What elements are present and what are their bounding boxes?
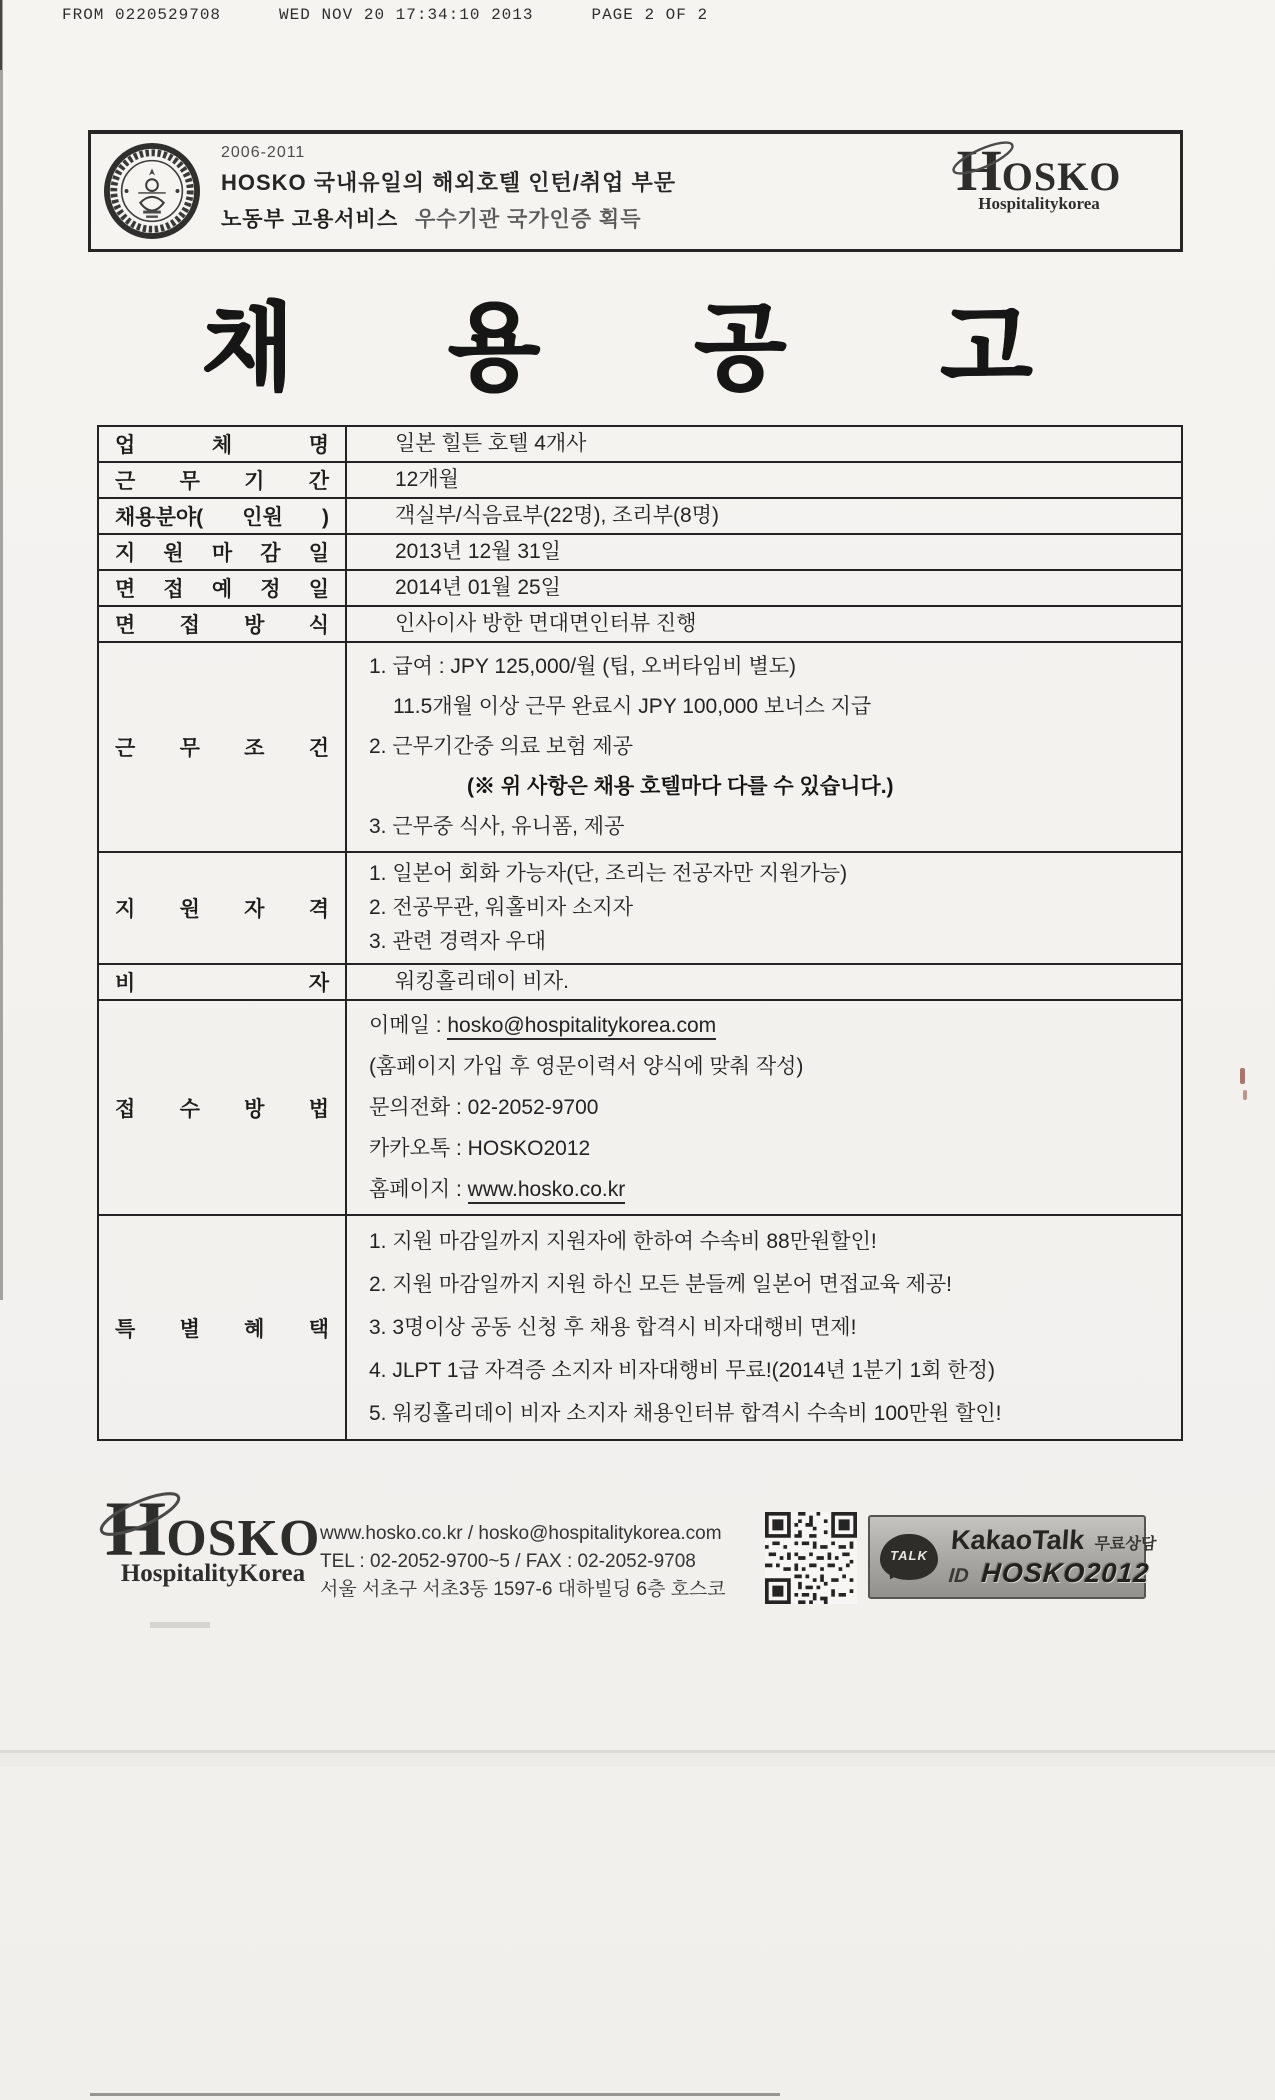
kakaotalk-id-label: ID	[947, 1565, 970, 1587]
application-homepage-line	[347, 1169, 1181, 1210]
application-line-2: (홈페이지 가입 후 영문이력서 양식에 맞춰 작성)	[369, 1055, 804, 1078]
logo-rest: OSKO	[166, 1510, 321, 1567]
benefits-line-3: 3. 3명이상 공동 신청 후 채용 합격시 비자대행비 면제!	[369, 1316, 857, 1339]
certification-years: 2006-2011	[221, 144, 306, 161]
bubble-text: TALK	[890, 1548, 928, 1563]
qr-code	[765, 1512, 857, 1604]
table-row-interview-method	[99, 605, 1181, 641]
benefits-line-5: 5. 워킹홀리데이 비자 소지자 채용인터뷰 합격시 수속비 100만원 할인!	[369, 1402, 1002, 1425]
row-label: 채용분야( 인원 )	[99, 499, 347, 533]
row-value: 객실부/식음료부(22명), 조리부(8명)	[395, 504, 719, 527]
government-seal-icon	[103, 142, 201, 240]
kakaotalk-brand: KakaoTalk	[950, 1525, 1086, 1555]
row-value: 2014년 01월 25일	[395, 576, 561, 599]
table-row-qualifications	[99, 851, 1181, 963]
row-label: 면 접 방 식	[99, 607, 347, 641]
scan-artifact	[1243, 1090, 1247, 1100]
row-label: 특 별 혜 택	[99, 1216, 347, 1439]
hosko-logo-header	[914, 138, 1164, 214]
row-value: 12개월	[395, 468, 459, 491]
certification-tagline: HOSKO 국내유일의 해외호텔 인턴/취업 부문	[221, 170, 677, 195]
row-value: 2013년 12월 31일	[395, 540, 561, 563]
application-line-4: 카카오톡 : HOSKO2012	[369, 1137, 591, 1160]
row-value: 인사이사 방한 면대면인터뷰 진행	[395, 612, 697, 635]
row-label: 비 자	[99, 965, 347, 999]
certification-award	[221, 203, 676, 233]
scan-artifact	[0, 0, 2, 70]
application-line-3: 문의전화 : 02-2052-9700	[369, 1096, 599, 1119]
table-row-deadline	[99, 533, 1181, 569]
row-value: 워킹홀리데이 비자.	[395, 970, 569, 993]
conditions-line-1: 1. 급여 : JPY 125,000/월 (팁, 오버타임비 별도)	[369, 655, 797, 678]
logo-initial: H	[105, 1485, 167, 1572]
scan-artifact	[0, 1753, 1275, 1767]
footer-tel-line: TEL : 02-2052-9700~5 / FAX : 02-2052-9708	[320, 1551, 696, 1572]
row-label: 근 무 기 간	[99, 463, 347, 497]
scan-artifact	[0, 1750, 1275, 1753]
scan-artifact	[150, 1622, 210, 1628]
certification-header-box	[88, 130, 1183, 252]
award-detail: 우수기관 국가인증 획득	[414, 208, 642, 231]
row-label: 업 체 명	[99, 427, 347, 461]
kakaotalk-text	[948, 1525, 1158, 1589]
kakaotalk-bubble-icon	[880, 1534, 938, 1580]
table-row-visa	[99, 963, 1181, 999]
row-label: 지 원 마 감 일	[99, 535, 347, 569]
fax-from: FROM 0220529708	[62, 6, 222, 24]
footer-address-line: 서울 서초구 서초3동 1597-6 대하빌딩 6층 호스코	[320, 1579, 726, 1600]
fax-datetime: WED NOV 20 17:34:10 2013	[279, 6, 534, 24]
table-row-field	[99, 497, 1181, 533]
scan-artifact	[90, 2093, 780, 2096]
footer-contact-block	[320, 1520, 726, 1604]
homepage-link: www.hosko.co.kr	[468, 1178, 626, 1204]
benefits-line-4: 4. JLPT 1급 자격증 소지자 비자대행비 무료!(2014년 1분기 1회 한정)	[369, 1359, 995, 1382]
application-email-line	[347, 1005, 1181, 1046]
kakaotalk-badge	[868, 1515, 1157, 1599]
logo-subtitle: HospitalityKorea	[120, 1560, 306, 1587]
table-row-application	[99, 999, 1181, 1214]
recruitment-table	[97, 425, 1183, 1441]
logo-rest: OSKO	[1001, 154, 1122, 199]
award-ministry: 노동부 고용서비스	[221, 208, 399, 231]
scan-artifact	[1240, 1068, 1245, 1084]
footer-web-line: www.hosko.co.kr / hosko@hospitalitykorea.com	[320, 1523, 722, 1544]
table-row-benefits	[99, 1214, 1181, 1439]
certification-text	[221, 144, 676, 233]
scan-artifact	[0, 0, 3, 1300]
table-row-period	[99, 461, 1181, 497]
conditions-line-5: 3. 근무중 식사, 유니폼, 제공	[369, 815, 625, 838]
conditions-note: (※ 위 사항은 채용 호텔마다 다를 수 있습니다.)	[467, 775, 894, 798]
row-label: 근 무 조 건	[99, 643, 347, 851]
table-row-company	[99, 427, 1181, 461]
page-title: 채 용 공 고	[201, 295, 1074, 401]
conditions-line-2: 11.5개월 이상 근무 완료시 JPY 100,000 보너스 지급	[393, 695, 872, 718]
hosko-logo-footer	[88, 1485, 338, 1588]
table-row-interview-date	[99, 569, 1181, 605]
kakaotalk-id-value: HOSKO2012	[980, 1558, 1151, 1588]
benefits-line-1: 1. 지원 마감일까지 지원자에 한하여 수속비 88만원할인!	[369, 1230, 877, 1253]
conditions-line-3: 2. 근무기간중 의료 보험 제공	[369, 735, 633, 758]
logo-initial: H	[956, 138, 1002, 203]
qualifications-line-1: 1. 일본어 회화 가능자(단, 조리는 전공자만 지원가능)	[369, 862, 848, 885]
qualifications-line-2: 2. 전공무관, 워홀비자 소지자	[369, 896, 633, 919]
row-value: 일본 힐튼 호텔 4개사	[395, 432, 587, 455]
table-row-conditions	[99, 641, 1181, 851]
qualifications-line-3: 3. 관련 경력자 우대	[369, 930, 547, 953]
fax-page-count: PAGE 2 OF 2	[591, 6, 709, 24]
email-link: hosko@hospitalitykorea.com	[447, 1014, 716, 1040]
fax-header	[62, 6, 708, 24]
benefits-line-2: 2. 지원 마감일까지 지원 하신 모든 분들께 일본어 면접교육 제공!	[369, 1273, 953, 1296]
row-label: 접 수 방 법	[99, 1001, 347, 1214]
row-label: 지 원 자 격	[99, 853, 347, 963]
email-label: 이메일 :	[369, 1014, 442, 1037]
logo-subtitle: Hospitalitykorea	[978, 194, 1100, 213]
homepage-label: 홈페이지 :	[369, 1178, 462, 1201]
kakaotalk-service: 무료상담	[1093, 1536, 1157, 1553]
row-label: 면 접 예 정 일	[99, 571, 347, 605]
